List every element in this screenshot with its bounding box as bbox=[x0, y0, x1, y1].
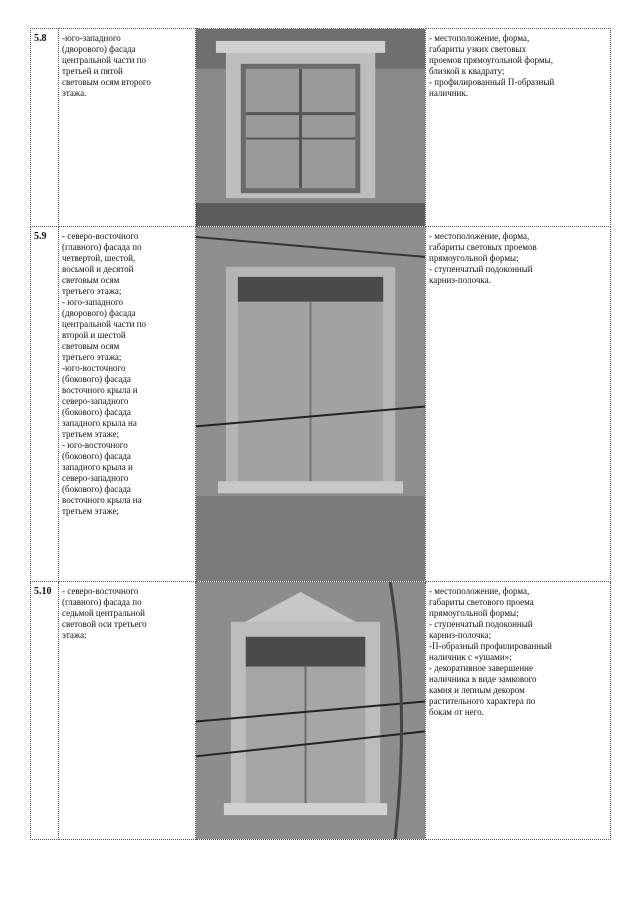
table-row bbox=[31, 582, 611, 840]
row-location: - северо-восточного (главного) фасада по четвертой, шестой, восьмой и десятой световым осям третьего этажа; - юго-западного (дворового) фасада центральной части по второй и шестой световым осям третьего этажа; -юго-восточного (бокового) фасада восточного крыла и северо-западного (бокового) фасада западного крыла на третьем этаже; - юго-восточного (бокового) фасада западного крыла и северо-западного (бокового) фасада восточного крыла на третьем этаже; bbox=[62, 231, 147, 516]
window-photo bbox=[196, 582, 426, 840]
monument-features-table bbox=[30, 28, 611, 840]
row-features: - местоположение, форма, габариты светового проема прямоугольной формы; - ступенчатый подоконный карниз-полочка; -П-образный профилированный наличник с «ушами»; - декоративное завершение наличника в виде замкового камня и лепным декором растительного характера по бокам от него. bbox=[429, 586, 552, 717]
table-row bbox=[31, 227, 611, 582]
row-location: - северо-восточного (главного) фасада по седьмой центральной световой оси третьего этажа: bbox=[62, 586, 147, 640]
window-photo bbox=[196, 227, 426, 582]
row-location: -юго-западного (дворового) фасада центральной части по третьей и пятой световым осям второго этажа. bbox=[62, 33, 151, 98]
row-number: 5.10 bbox=[31, 582, 59, 840]
table-row bbox=[31, 29, 611, 227]
row-features: - местоположение, форма, габариты узких световых проемов прямоугольной формы, близкой к квадрату; - профилированный П-образный наличник. bbox=[429, 33, 555, 98]
window-photo bbox=[196, 29, 426, 227]
row-features: - местоположение, форма, габариты световых проемов прямоугольной формы; - ступенчатый подоконный карниз-полочка. bbox=[429, 231, 537, 285]
row-number: 5.9 bbox=[31, 227, 59, 582]
row-number: 5.8 bbox=[31, 29, 59, 227]
